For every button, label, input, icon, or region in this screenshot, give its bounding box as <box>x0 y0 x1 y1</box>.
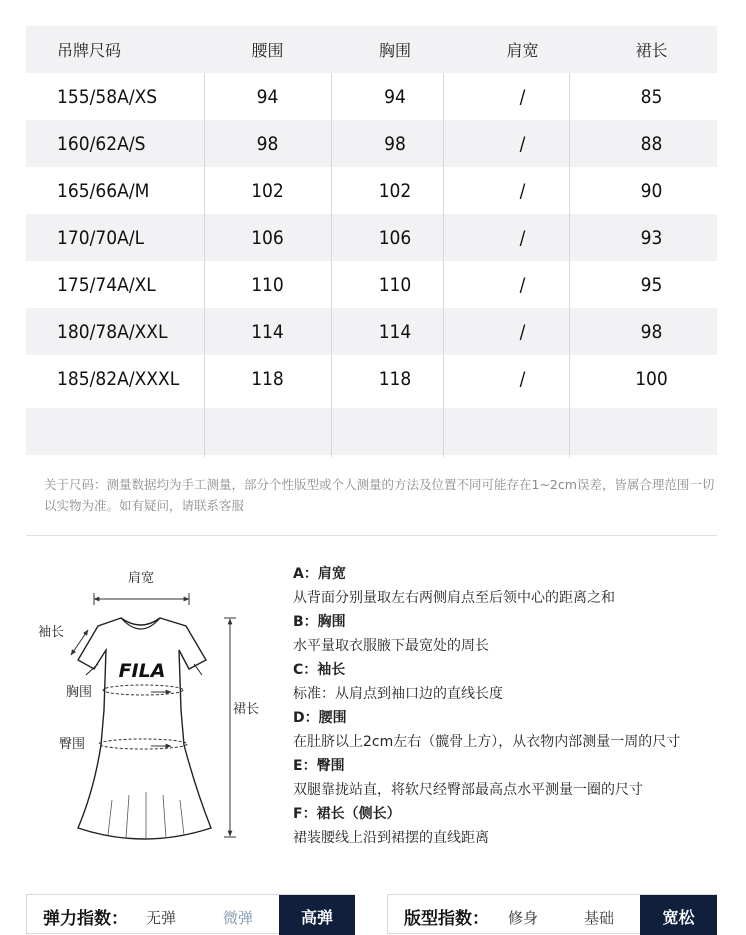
size-note: 关于尺码：测量数据均为手工测量，部分个性版型或个人测量的方法及位置不同可能存在1~2cm误差，皆属合理范围一切以实物为准。如有疑问，请联系客服 <box>44 477 715 513</box>
cell-size: 180/78A/XXL <box>57 320 168 343</box>
measure-title: A：肩宽 <box>293 566 346 582</box>
cell-waist: 106 <box>251 226 284 249</box>
fit-option: 修身 <box>508 909 539 927</box>
fit-selected: 宽松 <box>640 895 717 935</box>
cell-waist: 94 <box>256 85 279 108</box>
table-row <box>26 308 717 355</box>
cell-length: 100 <box>635 367 668 390</box>
cell-shoulder: / <box>519 85 526 108</box>
cell-waist: 110 <box>251 273 284 296</box>
measure-title: C：袖长 <box>293 662 346 678</box>
measure-desc: 双腿靠拢站直，将软尺经臀部最高点水平测量一圈的尺寸 <box>293 782 643 798</box>
cell-length: 98 <box>640 320 663 343</box>
cell-chest: 110 <box>378 273 412 296</box>
size-table <box>26 26 717 455</box>
cell-chest: 118 <box>378 367 412 390</box>
cell-chest: 98 <box>384 132 406 155</box>
cell-chest: 106 <box>378 226 412 249</box>
column-divider <box>569 73 570 457</box>
header-chest: 胸围 <box>378 41 411 60</box>
cell-shoulder: / <box>519 273 526 296</box>
label-hip: 臀围 <box>59 737 86 752</box>
cell-waist: 114 <box>251 320 284 343</box>
fit-panel <box>387 894 717 934</box>
cell-size: 165/66A/M <box>57 179 150 202</box>
cell-chest: 94 <box>384 85 406 108</box>
brand-logo: FILA <box>118 660 166 682</box>
cell-size: 160/62A/S <box>57 132 146 155</box>
column-divider <box>331 73 332 457</box>
elasticity-option: 微弹 <box>223 909 254 927</box>
table-row <box>26 73 717 120</box>
header-tag-size: 吊牌尺码 <box>57 41 122 60</box>
label-sleeve: 袖长 <box>38 625 65 640</box>
label-length: 裙长 <box>233 702 260 717</box>
table-row <box>26 355 717 402</box>
cell-shoulder: / <box>519 132 526 155</box>
elasticity-panel <box>26 894 355 934</box>
cell-waist: 98 <box>256 132 279 155</box>
fit-label: 版型指数： <box>404 909 489 929</box>
measure-title: B：胸围 <box>293 614 346 630</box>
elasticity-option: 无弹 <box>146 909 177 927</box>
cell-shoulder: / <box>519 320 526 343</box>
table-row <box>26 120 717 167</box>
measure-desc: 从背面分别量取左右两侧肩点至后领中心的距离之和 <box>293 590 615 606</box>
cell-size: 155/58A/XS <box>57 85 158 108</box>
label-chest: 胸围 <box>66 685 93 700</box>
measure-desc: 水平量取衣服腋下最宽处的周长 <box>293 638 489 654</box>
measure-desc: 标准：从肩点到袖口边的直线长度 <box>293 686 503 702</box>
cell-size: 185/82A/XXXL <box>57 367 180 390</box>
cell-length: 85 <box>640 85 663 108</box>
column-divider <box>443 73 444 457</box>
cell-shoulder: / <box>519 367 526 390</box>
cell-length: 95 <box>640 273 663 296</box>
cell-chest: 114 <box>378 320 412 343</box>
table-row-empty <box>26 408 717 455</box>
cell-size: 170/70A/L <box>57 226 145 249</box>
cell-length: 88 <box>640 132 663 155</box>
dress-measurement-diagram <box>26 560 286 850</box>
measure-title: E：臀围 <box>293 758 345 774</box>
fit-option: 基础 <box>584 909 615 927</box>
cell-shoulder: / <box>519 179 526 202</box>
table-header <box>26 26 717 73</box>
elasticity-label: 弹力指数： <box>43 909 128 929</box>
label-shoulder: 肩宽 <box>127 571 155 586</box>
measure-title: D：腰围 <box>293 710 347 726</box>
dress-outline <box>78 618 211 839</box>
cell-shoulder: / <box>519 226 526 249</box>
header-shoulder: 肩宽 <box>506 41 539 60</box>
section-divider <box>26 535 717 536</box>
cell-length: 90 <box>640 179 663 202</box>
table-row <box>26 167 717 214</box>
header-waist: 腰围 <box>251 41 284 60</box>
column-divider <box>204 73 205 457</box>
measure-desc: 裙装腰线上沿到裙摆的直线距离 <box>293 830 489 846</box>
measure-title: F：裙长（侧长） <box>293 806 401 822</box>
cell-waist: 102 <box>251 179 284 202</box>
table-row <box>26 214 717 261</box>
elasticity-selected: 高弹 <box>279 895 355 935</box>
measure-desc: 在肚脐以上2cm左右（髋骨上方），从衣物内部测量一周的尺寸 <box>293 734 681 750</box>
measurement-guide <box>293 562 733 850</box>
cell-waist: 118 <box>251 367 284 390</box>
cell-chest: 102 <box>378 179 412 202</box>
table-row <box>26 261 717 308</box>
cell-size: 175/74A/XL <box>57 273 156 296</box>
cell-length: 93 <box>640 226 663 249</box>
header-length: 裙长 <box>635 41 668 60</box>
